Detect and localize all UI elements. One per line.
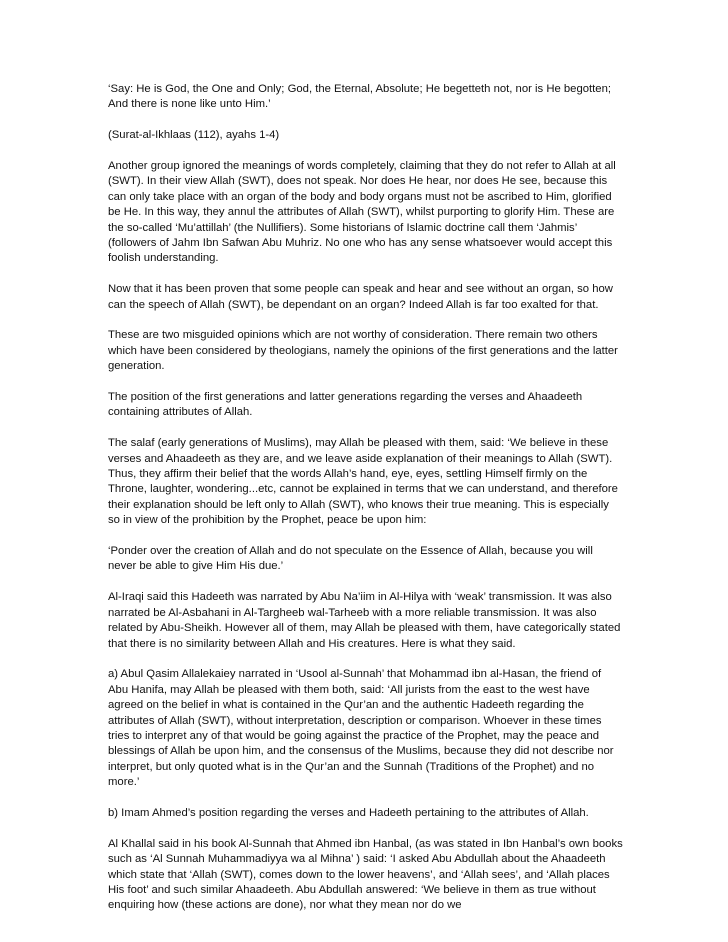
body-paragraph: Another group ignored the meanings of words completely, claiming that they do not refer to Allah at all (SWT). In their view Allah (SWT), does not speak. Nor does He hear, nor does He see, because this can only take place with an organ of the body and body organs must not be ascribed to Him, glorified be He. In this way, they annul the attributes of Allah (SWT), whilst purporting to glorify Him. These are the so-called ‘Mu’attillah’ (the Nullifiers). Some historians of Islamic doctrine call them ‘Jahmis’ (followers of Jahm Ibn Safwan Abu Muhriz. No one who has any sense whatsoever would accept this foolish understanding.: [108, 160, 616, 265]
body-paragraph: a) Abul Qasim Allalekaiey narrated in ‘Usool al-Sunnah’ that Mohammad ibn al-Hasan, the friend of Abu Hanifa, may Allah be pleased with them both, said: ‘All jurists from the east to the west have agreed on the belief in what is contained in the Qur’an and the authentic Hadeeth regarding the attributes of Allah (SWT), without interpretation, description or comparison. Whoever in these times tries to interpret any of that would be going against the practice of the Prophet, may the peace and blessings of Allah be upon him, and the consensus of the Muslims, because they did not describe nor interpret, but only quoted what is in the Qur’an and the Sunnah (Traditions of the Prophet) and no more.’: [108, 668, 614, 789]
body-paragraph: The salaf (early generations of Muslims), may Allah be pleased with them, said: ‘We believe in these verses and Ahaadeeth as they are, and we leave aside explanation of their meanings to Allah (SWT). Thus, they affirm their belief that the words Allah’s hand, eye, eyes, settling Himself firmly on the Throne, laughter, wondering...etc, cannot be explained in terms that we can understand, and therefore their explanation should be left only to Allah (SWT), who knows their true meaning. This is especially so in view of the prohibition by the Prophet, peace be upon him:: [108, 437, 618, 527]
body-paragraph: Al Khallal said in his book Al-Sunnah that Ahmed ibn Hanbal, (as was stated in Ibn Hanbal’s own books such as ‘Al Sunnah Muhammadiyya wa al Mihna’ ) said: ‘I asked Abu Abdullah about the Ahaadeeth which state that ‘Allah (SWT), comes down to the lower heavens’, and ‘Allah sees’, and ‘Allah places His foot’ and such similar Ahaadeeth. Abu Abdullah answered: ‘We believe in them as true without enquiring how (these actions are done), nor what they mean nor do we: [108, 837, 623, 912]
section-heading-paragraph: The position of the first generations and latter generations regarding the verses and Ahaadeeth containing attributes of Allah.: [108, 391, 583, 419]
body-paragraph: These are two misguided opinions which are not worthy of consideration. There remain two others which have been considered by theologians, namely the opinions of the first generations and the latter generation.: [108, 329, 618, 373]
citation-paragraph: (Surat-al-Ikhlaas (112), ayahs 1-4): [108, 129, 280, 142]
quote-paragraph: ‘Ponder over the creation of Allah and do not speculate on the Essence of Allah, because you will never be able to give Him His due.’: [108, 545, 593, 573]
body-paragraph: Al-Iraqi said this Hadeeth was narrated by Abu Na’iim in Al-Hilya with ‘weak’ transmission. It was also narrated be Al-Asbahani in Al-Targheeb wal-Tarheeb with a more reliable transmission. It was also related by Abu-Sheikh. However all of them, may Allah be pleased with them, have categorically stated that there is no similarity between Allah and His creatures. Here is what they said.: [108, 591, 621, 650]
body-paragraph: Now that it has been proven that some people can speak and hear and see without an organ, so how can the speech of Allah (SWT), be dependant on an organ? Indeed Allah is far too exalted for that.: [108, 283, 613, 311]
section-heading-paragraph: b) Imam Ahmed’s position regarding the verses and Hadeeth pertaining to the attributes of Allah.: [108, 806, 589, 819]
document-page: [108, 82, 623, 929]
quote-paragraph: ‘Say: He is God, the One and Only; God, the Eternal, Absolute; He begetteth not, nor is He begotten; And there is none like unto Him.’: [108, 83, 612, 111]
